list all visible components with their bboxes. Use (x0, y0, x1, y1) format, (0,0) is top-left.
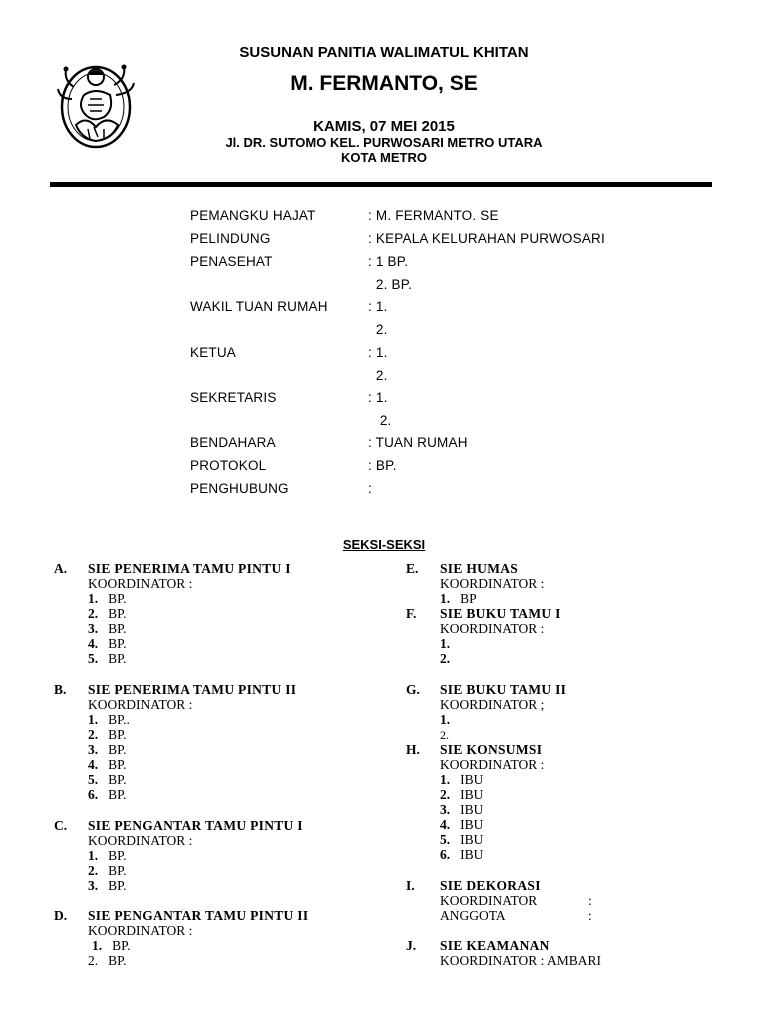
item-text: IBU (460, 832, 484, 847)
item-text: BP (460, 591, 477, 606)
role-value: 2. (368, 322, 388, 337)
header-divider (50, 182, 712, 187)
role-value: : KEPALA KELURAHAN PURWOSARI (368, 231, 605, 246)
section-letter: G. (406, 682, 420, 697)
field-label: KOORDINATOR (440, 893, 538, 908)
item-number: 6. (88, 787, 99, 802)
member-item (440, 712, 450, 728)
role-value: 2. BP. (368, 277, 413, 292)
section-title: SIE PENGANTAR TAMU PINTU II (88, 908, 309, 923)
item-number: 3. (88, 621, 99, 636)
role-value: : 1. (368, 390, 388, 405)
member-item (440, 651, 450, 667)
section-letter: C. (54, 818, 68, 833)
member-item (440, 772, 483, 788)
field-colon: : (588, 893, 592, 908)
role-label: PENASEHAT (190, 254, 273, 269)
member-item (440, 727, 449, 743)
item-number: 3. (88, 742, 99, 757)
item-number: 3. (88, 878, 99, 893)
item-text: BP. (108, 787, 127, 802)
member-item (88, 636, 127, 652)
member-item (88, 591, 127, 607)
section-title: SIE PENERIMA TAMU PINTU I (88, 561, 291, 576)
section-title: SIE PENGANTAR TAMU PINTU I (88, 818, 303, 833)
member-item (440, 847, 483, 863)
role-value: : 1. (368, 299, 388, 314)
member-item (440, 832, 483, 848)
section-title: SIE KEAMANAN (440, 938, 550, 953)
city-line: KOTA METRO (341, 150, 427, 165)
item-text: BP. (112, 938, 131, 953)
section-letter: B. (54, 682, 67, 697)
member-item (88, 772, 127, 788)
item-number: 5. (88, 651, 99, 666)
role-label: BENDAHARA (190, 435, 276, 450)
member-item (88, 863, 127, 879)
field-label: ANGGOTA (440, 908, 506, 923)
coordinator-label: KOORDINATOR ; (440, 697, 545, 712)
item-text: IBU (460, 817, 484, 832)
section-letter: I. (406, 878, 415, 893)
item-text: IBU (460, 772, 484, 787)
role-label: PROTOKOL (190, 458, 267, 473)
item-text: BP. (108, 863, 127, 878)
member-item (440, 802, 483, 818)
item-text: BP. (108, 727, 127, 742)
role-value: : (368, 481, 372, 496)
item-text: BP. (108, 606, 127, 621)
role-label: KETUA (190, 345, 237, 360)
item-number: 1. (88, 712, 99, 727)
item-number: 5. (88, 772, 99, 787)
role-label: PELINDUNG (190, 231, 271, 246)
event-date: KAMIS, 07 MEI 2015 (313, 118, 455, 135)
item-text: IBU (460, 847, 484, 862)
member-item (440, 636, 450, 652)
item-number: 1. (440, 772, 451, 787)
member-item (88, 742, 127, 758)
coordinator-label: KOORDINATOR : (440, 576, 545, 591)
sections-heading: SEKSI-SEKSI (342, 537, 426, 552)
section-title: SIE KONSUMSI (440, 742, 543, 757)
item-text: BP. (108, 621, 127, 636)
item-text: BP. (108, 772, 127, 787)
member-item (88, 878, 127, 894)
item-text: BP. (108, 636, 127, 651)
role-value: : TUAN RUMAH (368, 435, 468, 450)
item-number: 2. (88, 606, 99, 621)
item-number: 5. (440, 832, 451, 847)
role-value: : 1 BP. (368, 254, 409, 269)
section-letter: H. (406, 742, 420, 757)
role-label: PENGHUBUNG (190, 481, 289, 496)
item-number: 6. (440, 847, 451, 862)
host-name: M. FERMANTO, SE (290, 72, 478, 95)
member-item (88, 757, 127, 773)
role-value: : 1. (368, 345, 388, 360)
item-text: BP. (108, 742, 127, 757)
member-item (88, 787, 127, 803)
section-letter: D. (54, 908, 68, 923)
item-number: 4. (88, 636, 99, 651)
section-letter: J. (406, 938, 417, 953)
item-number: 4. (440, 817, 451, 832)
member-item (92, 938, 131, 954)
item-number: 2. (88, 953, 99, 968)
section-title: SIE BUKU TAMU I (440, 606, 561, 621)
coordinator-label: KOORDINATOR : (88, 697, 193, 712)
item-number: 1. (88, 848, 99, 863)
section-letter: F. (406, 606, 417, 621)
item-number: 4. (88, 757, 99, 772)
section-letter: A. (54, 561, 68, 576)
item-text: BP. (108, 591, 127, 606)
item-text: BP. (108, 651, 127, 666)
coordinator-label: KOORDINATOR : (88, 923, 193, 938)
item-number: 3. (440, 802, 451, 817)
item-number: 2. (440, 787, 451, 802)
item-number: 1. (92, 938, 103, 953)
item-number: 2. (440, 651, 451, 666)
member-item (88, 727, 127, 743)
role-label: PEMANGKU HAJAT (190, 208, 316, 223)
item-text: BP. (108, 878, 127, 893)
role-value: 2. (368, 368, 388, 383)
coordinator-label: KOORDINATOR : (440, 757, 545, 772)
item-text: BP.. (108, 712, 130, 727)
section-title: SIE PENERIMA TAMU PINTU II (88, 682, 297, 697)
item-number: 1. (440, 712, 451, 727)
address-line: Jl. DR. SUTOMO KEL. PURWOSARI METRO UTARA (225, 135, 543, 150)
coordinator-label: KOORDINATOR : (88, 576, 193, 591)
coordinator-label: KOORDINATOR : AMBARI (440, 953, 602, 968)
role-value: : M. FERMANTO. SE (368, 208, 499, 223)
item-number: 1. (440, 636, 451, 651)
role-label: SEKRETARIS (190, 390, 277, 405)
member-item (88, 848, 127, 864)
member-item (440, 591, 477, 607)
member-item (88, 651, 127, 667)
item-number: 1. (440, 591, 451, 606)
member-item (88, 606, 127, 622)
member-item (440, 787, 483, 803)
coordinator-label: KOORDINATOR : (440, 621, 545, 636)
ornament-logo-icon (54, 55, 144, 150)
member-item (440, 817, 483, 833)
member-item (88, 953, 127, 969)
section-title: SIE HUMAS (440, 561, 519, 576)
document-title: SUSUNAN PANITIA WALIMATUL KHITAN (239, 44, 529, 61)
item-text: BP. (108, 953, 127, 968)
section-title: SIE BUKU TAMU II (440, 682, 567, 697)
coordinator-label: KOORDINATOR : (88, 833, 193, 848)
section-letter: E. (406, 561, 419, 576)
section-title: SIE DEKORASI (440, 878, 541, 893)
item-number: 2. (88, 863, 99, 878)
item-number: 2. (440, 728, 449, 742)
item-number: 2. (88, 727, 99, 742)
field-colon: : (588, 908, 592, 923)
role-value: 2. (368, 413, 392, 428)
item-text: IBU (460, 787, 484, 802)
item-text: IBU (460, 802, 484, 817)
role-value: : BP. (368, 458, 397, 473)
item-text: BP. (108, 848, 127, 863)
item-text: BP. (108, 757, 127, 772)
role-label: WAKIL TUAN RUMAH (190, 299, 328, 314)
item-number: 1. (88, 591, 99, 606)
member-item (88, 712, 130, 728)
member-item (88, 621, 127, 637)
committee-structure (190, 208, 690, 508)
